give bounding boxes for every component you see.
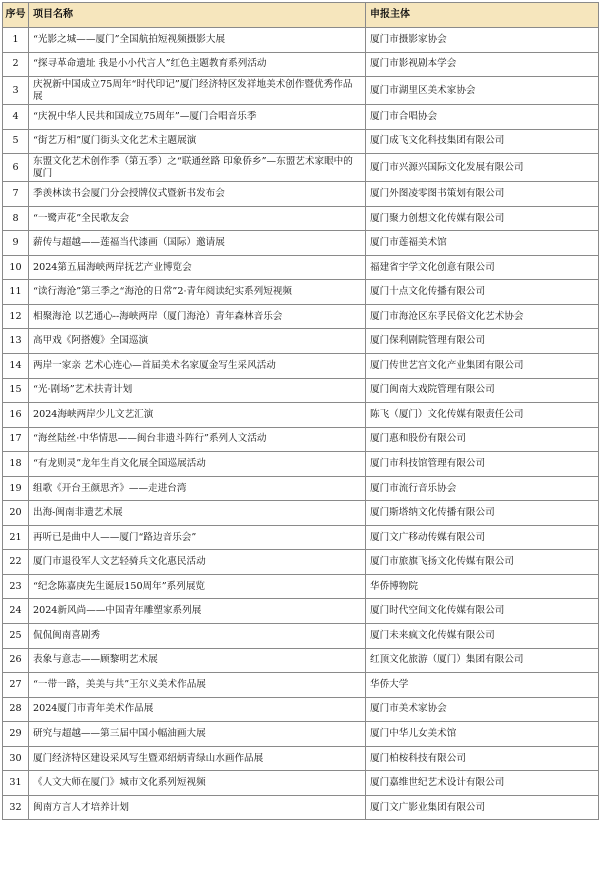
table-row xyxy=(3,648,599,673)
applicant-cell: 华侨博物院 xyxy=(366,574,599,599)
applicant-cell: 厦门市影视剧本学会 xyxy=(366,52,599,77)
applicant-cell: 厦门市美术家协会 xyxy=(366,697,599,722)
table-row xyxy=(3,206,599,231)
table-row xyxy=(3,673,599,698)
row-number: 3 xyxy=(3,77,29,105)
row-number: 7 xyxy=(3,182,29,207)
table-row xyxy=(3,304,599,329)
row-number: 28 xyxy=(3,697,29,722)
applicant-cell: 厦门市科技馆管理有限公司 xyxy=(366,452,599,477)
project-name-cell: “一带一路，美美与共”王尔义美术作品展 xyxy=(29,673,366,698)
applicant-cell: 厦门嘉维世纪艺术设计有限公司 xyxy=(366,771,599,796)
applicant-cell: 厦门闽南大戏院管理有限公司 xyxy=(366,378,599,403)
project-name-cell: “有龙则灵”龙年生肖文化展全国巡展活动 xyxy=(29,452,366,477)
table-row xyxy=(3,378,599,403)
applicant-cell: 陈飞（厦门）文化传媒有限责任公司 xyxy=(366,403,599,428)
project-name-cell: 2024新风尚——中国青年雕塑家系列展 xyxy=(29,599,366,624)
table-row xyxy=(3,771,599,796)
applicant-cell: 厦门聚力创想文化传媒有限公司 xyxy=(366,206,599,231)
applicant-cell: 厦门时代空间文化传媒有限公司 xyxy=(366,599,599,624)
row-number: 16 xyxy=(3,403,29,428)
project-name-cell: “庆祝中华人民共和国成立75周年”—厦门合唱音乐季 xyxy=(29,105,366,130)
row-number: 29 xyxy=(3,722,29,747)
table-row xyxy=(3,525,599,550)
applicant-cell: 华侨大学 xyxy=(366,673,599,698)
table-row xyxy=(3,231,599,256)
table-row xyxy=(3,476,599,501)
applicant-cell: 厦门市莲福美术馆 xyxy=(366,231,599,256)
project-name-cell: “读行海沧”第三季之“海沧的日常”2·青年阅读纪实系列短视频 xyxy=(29,280,366,305)
project-name-cell: 2024第五届海峡两岸抚艺产业博览会 xyxy=(29,255,366,280)
row-number: 31 xyxy=(3,771,29,796)
row-number: 6 xyxy=(3,154,29,182)
row-number: 4 xyxy=(3,105,29,130)
applicant-cell: 厦门市摄影家协会 xyxy=(366,28,599,53)
project-name-cell: 2024厦门市青年美术作品展 xyxy=(29,697,366,722)
project-name-cell: 东盟文化艺术创作季（第五季）之“联通丝路 印象侨乡”—东盟艺术家眼中的厦门 xyxy=(29,154,366,182)
applicant-cell: 厦门十点文化传播有限公司 xyxy=(366,280,599,305)
row-number: 9 xyxy=(3,231,29,256)
row-number: 24 xyxy=(3,599,29,624)
header-number: 序号 xyxy=(3,3,29,28)
table-row xyxy=(3,452,599,477)
row-number: 1 xyxy=(3,28,29,53)
table-row xyxy=(3,129,599,154)
project-name-cell: 研究与超越——第三届中国小幅油画大展 xyxy=(29,722,366,747)
applicant-cell: 厦门惠和股份有限公司 xyxy=(366,427,599,452)
table-row xyxy=(3,77,599,105)
project-name-cell: 季羡林读书会厦门分会授牌仪式暨新书发布会 xyxy=(29,182,366,207)
row-number: 8 xyxy=(3,206,29,231)
table-row xyxy=(3,722,599,747)
table-row xyxy=(3,624,599,649)
applicant-cell: 厦门市合唱协会 xyxy=(366,105,599,130)
table-row xyxy=(3,795,599,820)
applicant-cell: 厦门保利剧院管理有限公司 xyxy=(366,329,599,354)
row-number: 2 xyxy=(3,52,29,77)
table-row xyxy=(3,52,599,77)
row-number: 10 xyxy=(3,255,29,280)
applicant-cell: 厦门斯塔纳文化传播有限公司 xyxy=(366,501,599,526)
applicant-cell: 厦门外图凌零图书策划有限公司 xyxy=(366,182,599,207)
row-number: 13 xyxy=(3,329,29,354)
row-number: 21 xyxy=(3,525,29,550)
project-name-cell: 厦门经济特区建设采风写生暨邓绍炳青绿山水画作品展 xyxy=(29,746,366,771)
applicant-cell: 厦门市流行音乐协会 xyxy=(366,476,599,501)
table-row xyxy=(3,255,599,280)
row-number: 19 xyxy=(3,476,29,501)
row-number: 15 xyxy=(3,378,29,403)
project-name-cell: “光影之城——厦门”全国航拍短视频摄影大展 xyxy=(29,28,366,53)
row-number: 11 xyxy=(3,280,29,305)
table-row xyxy=(3,574,599,599)
header-row xyxy=(3,3,599,28)
project-name-cell: 2024海峡两岸少儿文艺汇演 xyxy=(29,403,366,428)
project-name-cell: 闽南方言人才培养计划 xyxy=(29,795,366,820)
row-number: 14 xyxy=(3,354,29,379)
table-row xyxy=(3,154,599,182)
header-project-name: 项目名称 xyxy=(29,3,366,28)
table-row xyxy=(3,182,599,207)
project-name-cell: 高甲戏《阿搭嫂》全国巡演 xyxy=(29,329,366,354)
project-name-cell: 再听已是曲中人——厦门“路边音乐会” xyxy=(29,525,366,550)
row-number: 26 xyxy=(3,648,29,673)
project-name-cell: 《人文大师在厦门》城市文化系列短视频 xyxy=(29,771,366,796)
table-row xyxy=(3,329,599,354)
applicant-cell: 福建省宇学文化创意有限公司 xyxy=(366,255,599,280)
applicant-cell: 厦门成飞文化科技集团有限公司 xyxy=(366,129,599,154)
row-number: 32 xyxy=(3,795,29,820)
table-row xyxy=(3,280,599,305)
applicant-cell: 厦门未来疯文化传媒有限公司 xyxy=(366,624,599,649)
applicant-cell: 厦门市旅旗飞扬文化传媒有限公司 xyxy=(366,550,599,575)
project-name-cell: 厦门市退役军人文艺轻骑兵文化惠民活动 xyxy=(29,550,366,575)
project-table xyxy=(2,2,599,820)
table-row xyxy=(3,105,599,130)
project-name-cell: 薪传与超越——莲福当代漆画（国际）邀请展 xyxy=(29,231,366,256)
row-number: 18 xyxy=(3,452,29,477)
header-applicant: 申报主体 xyxy=(366,3,599,28)
row-number: 25 xyxy=(3,624,29,649)
project-name-cell: 表象与意志——顾黎明艺术展 xyxy=(29,648,366,673)
project-name-cell: 出海-闽南非遗艺术展 xyxy=(29,501,366,526)
project-name-cell: “海丝陆丝·中华情思——闽台非遗斗阵行”系列人文活动 xyxy=(29,427,366,452)
applicant-cell: 厦门市海沧区东孚民俗文化艺术协会 xyxy=(366,304,599,329)
table-header xyxy=(3,3,599,28)
table-row xyxy=(3,697,599,722)
project-name-cell: 庆祝新中国成立75周年“时代印记”厦门经济特区发祥地美术创作暨优秀作品展 xyxy=(29,77,366,105)
table-body xyxy=(3,28,599,820)
project-name-cell: “探寻革命遗址 我是小小代言人”红色主题教育系列活动 xyxy=(29,52,366,77)
project-name-cell: “一鹭声花”全民歌友会 xyxy=(29,206,366,231)
project-name-cell: “纪念陈嘉庚先生诞辰150周年”系列展览 xyxy=(29,574,366,599)
project-name-cell: 组歌《开台王颜思齐》——走进台湾 xyxy=(29,476,366,501)
applicant-cell: 红顶文化旅游（厦门）集团有限公司 xyxy=(366,648,599,673)
project-name-cell: “街艺万相”厦门街头文化艺术主题展演 xyxy=(29,129,366,154)
project-name-cell: 两岸一家亲 艺术心连心—首届美术名家厦金写生采风活动 xyxy=(29,354,366,379)
row-number: 22 xyxy=(3,550,29,575)
applicant-cell: 厦门文广影业集团有限公司 xyxy=(366,795,599,820)
table-row xyxy=(3,501,599,526)
applicant-cell: 厦门柏桉科技有限公司 xyxy=(366,746,599,771)
applicant-cell: 厦门市兴源兴国际文化发展有限公司 xyxy=(366,154,599,182)
row-number: 20 xyxy=(3,501,29,526)
applicant-cell: 厦门传世艺宫文化产业集团有限公司 xyxy=(366,354,599,379)
table-row xyxy=(3,354,599,379)
table-row xyxy=(3,550,599,575)
table-row xyxy=(3,403,599,428)
applicant-cell: 厦门文广移动传媒有限公司 xyxy=(366,525,599,550)
table-row xyxy=(3,28,599,53)
row-number: 17 xyxy=(3,427,29,452)
table-row xyxy=(3,599,599,624)
table-row xyxy=(3,746,599,771)
row-number: 5 xyxy=(3,129,29,154)
row-number: 12 xyxy=(3,304,29,329)
project-name-cell: “光·剧场”艺术扶青计划 xyxy=(29,378,366,403)
applicant-cell: 厦门市湖里区美术家协会 xyxy=(366,77,599,105)
project-name-cell: 侃侃闽南喜剧秀 xyxy=(29,624,366,649)
project-name-cell: 相聚海沧 以艺通心--海峡两岸（厦门海沧）青年森林音乐会 xyxy=(29,304,366,329)
applicant-cell: 厦门中华儿女美术馆 xyxy=(366,722,599,747)
table-row xyxy=(3,427,599,452)
row-number: 23 xyxy=(3,574,29,599)
row-number: 30 xyxy=(3,746,29,771)
row-number: 27 xyxy=(3,673,29,698)
